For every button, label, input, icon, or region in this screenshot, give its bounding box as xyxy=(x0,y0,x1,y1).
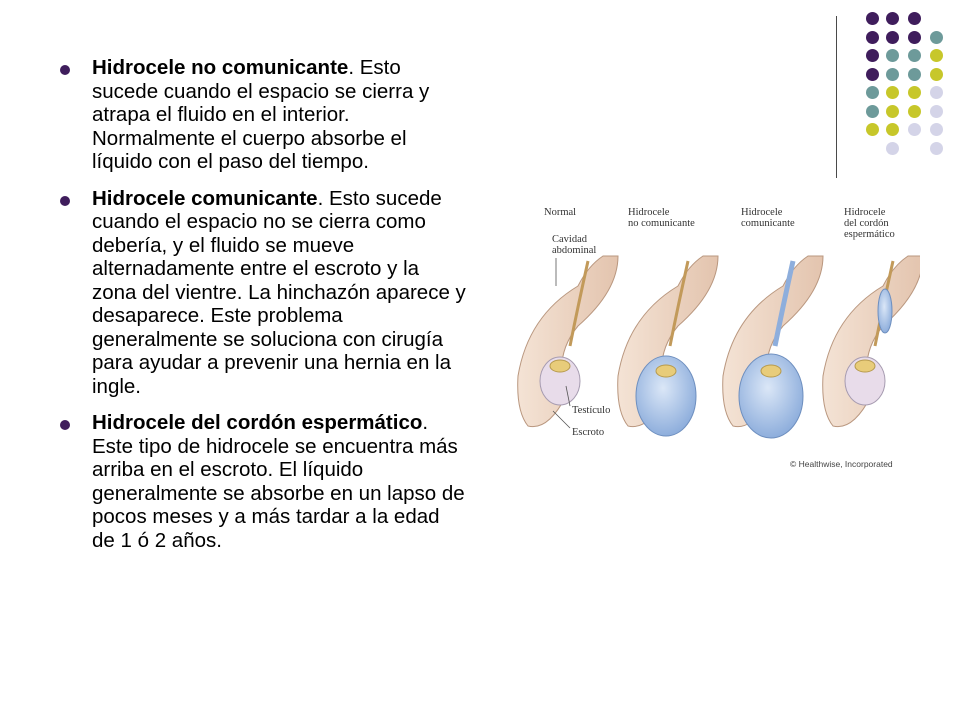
decorative-dot-grid xyxy=(836,12,960,162)
decorative-dot xyxy=(866,31,879,44)
decorative-dot xyxy=(886,49,899,62)
bullet-title: Hidrocele del cordón espermático xyxy=(92,411,423,434)
decorative-dot xyxy=(930,68,943,81)
bullet-title: Hidrocele comunicante xyxy=(92,186,318,210)
hydrocele-illustration xyxy=(508,196,920,476)
panel-cord-drawing xyxy=(823,256,920,427)
panel-label-cord: Hidrocele del cordón espermático xyxy=(844,207,895,240)
decorative-dot xyxy=(866,49,879,62)
panel-label-noncommunicating: Hidrocele no comunicante xyxy=(628,207,695,229)
bullet-icon xyxy=(60,196,70,206)
decorative-dot xyxy=(908,86,921,99)
callout-abdominal-cavity: Cavidad abdominal xyxy=(552,234,597,256)
bullet-item xyxy=(58,56,468,174)
decorative-dot xyxy=(886,68,899,81)
decorative-dot xyxy=(908,31,921,44)
panel-normal-drawing xyxy=(518,256,618,427)
panel-noncommunicating-drawing xyxy=(618,256,718,436)
decorative-dot xyxy=(866,86,879,99)
bullet-item xyxy=(58,411,468,552)
decorative-dot xyxy=(886,12,899,25)
copyright-notice: © Healthwise, Incorporated xyxy=(790,459,893,469)
panel-label-normal: Normal xyxy=(544,207,577,218)
decorative-dot xyxy=(886,123,899,136)
decorative-dot xyxy=(930,142,943,155)
bullet-icon xyxy=(60,420,70,430)
decorative-dot xyxy=(866,105,879,118)
bullet-icon xyxy=(60,65,70,75)
decorative-dot xyxy=(866,123,879,136)
decorative-dot xyxy=(866,12,879,25)
bullet-text: . Esto sucede cuando el espacio no se cierra como debería, y el fluido se mueve alternadamente entre el escroto y la zona del vientre. La hinchazón aparece y desaparece. Este problema generalmente se soluciona con cirugía para ayudar a prevenir una hernia en la ingle. xyxy=(92,186,466,398)
decorative-dot xyxy=(930,123,943,136)
bullet-item xyxy=(58,187,468,399)
decorative-dot xyxy=(908,123,921,136)
decorative-dot xyxy=(930,86,943,99)
decorative-dot xyxy=(930,49,943,62)
decorative-dot xyxy=(930,105,943,118)
decorative-dot xyxy=(886,105,899,118)
decorative-dot xyxy=(908,105,921,118)
callout-scrotum: Escroto xyxy=(572,427,605,438)
panel-communicating-drawing xyxy=(723,256,823,438)
decorative-dot xyxy=(908,12,921,25)
decorative-dot xyxy=(886,31,899,44)
decorative-dot xyxy=(866,68,879,81)
callout-testicle: Testículo xyxy=(572,405,611,416)
decorative-dot xyxy=(908,68,921,81)
bullet-list xyxy=(58,56,468,565)
decorative-dot xyxy=(930,31,943,44)
decorative-dot xyxy=(886,86,899,99)
panel-label-communicating: Hidrocele comunicante xyxy=(741,207,795,229)
bullet-text: . Este tipo de hidrocele se encuentra más arriba en el escroto. El líquido generalmente se absorbe en un lapso de pocos meses y a más tardar a la edad de 1 ó 2 años. xyxy=(92,411,465,552)
bullet-text: . Esto sucede cuando el espacio se cierra y atrapa el fluido en el interior. Normalmente el cuerpo absorbe el líquido con el paso del tiempo. xyxy=(92,56,430,173)
decorative-dot xyxy=(886,142,899,155)
decorative-dot xyxy=(908,49,921,62)
bullet-title: Hidrocele no comunicante xyxy=(92,56,349,79)
